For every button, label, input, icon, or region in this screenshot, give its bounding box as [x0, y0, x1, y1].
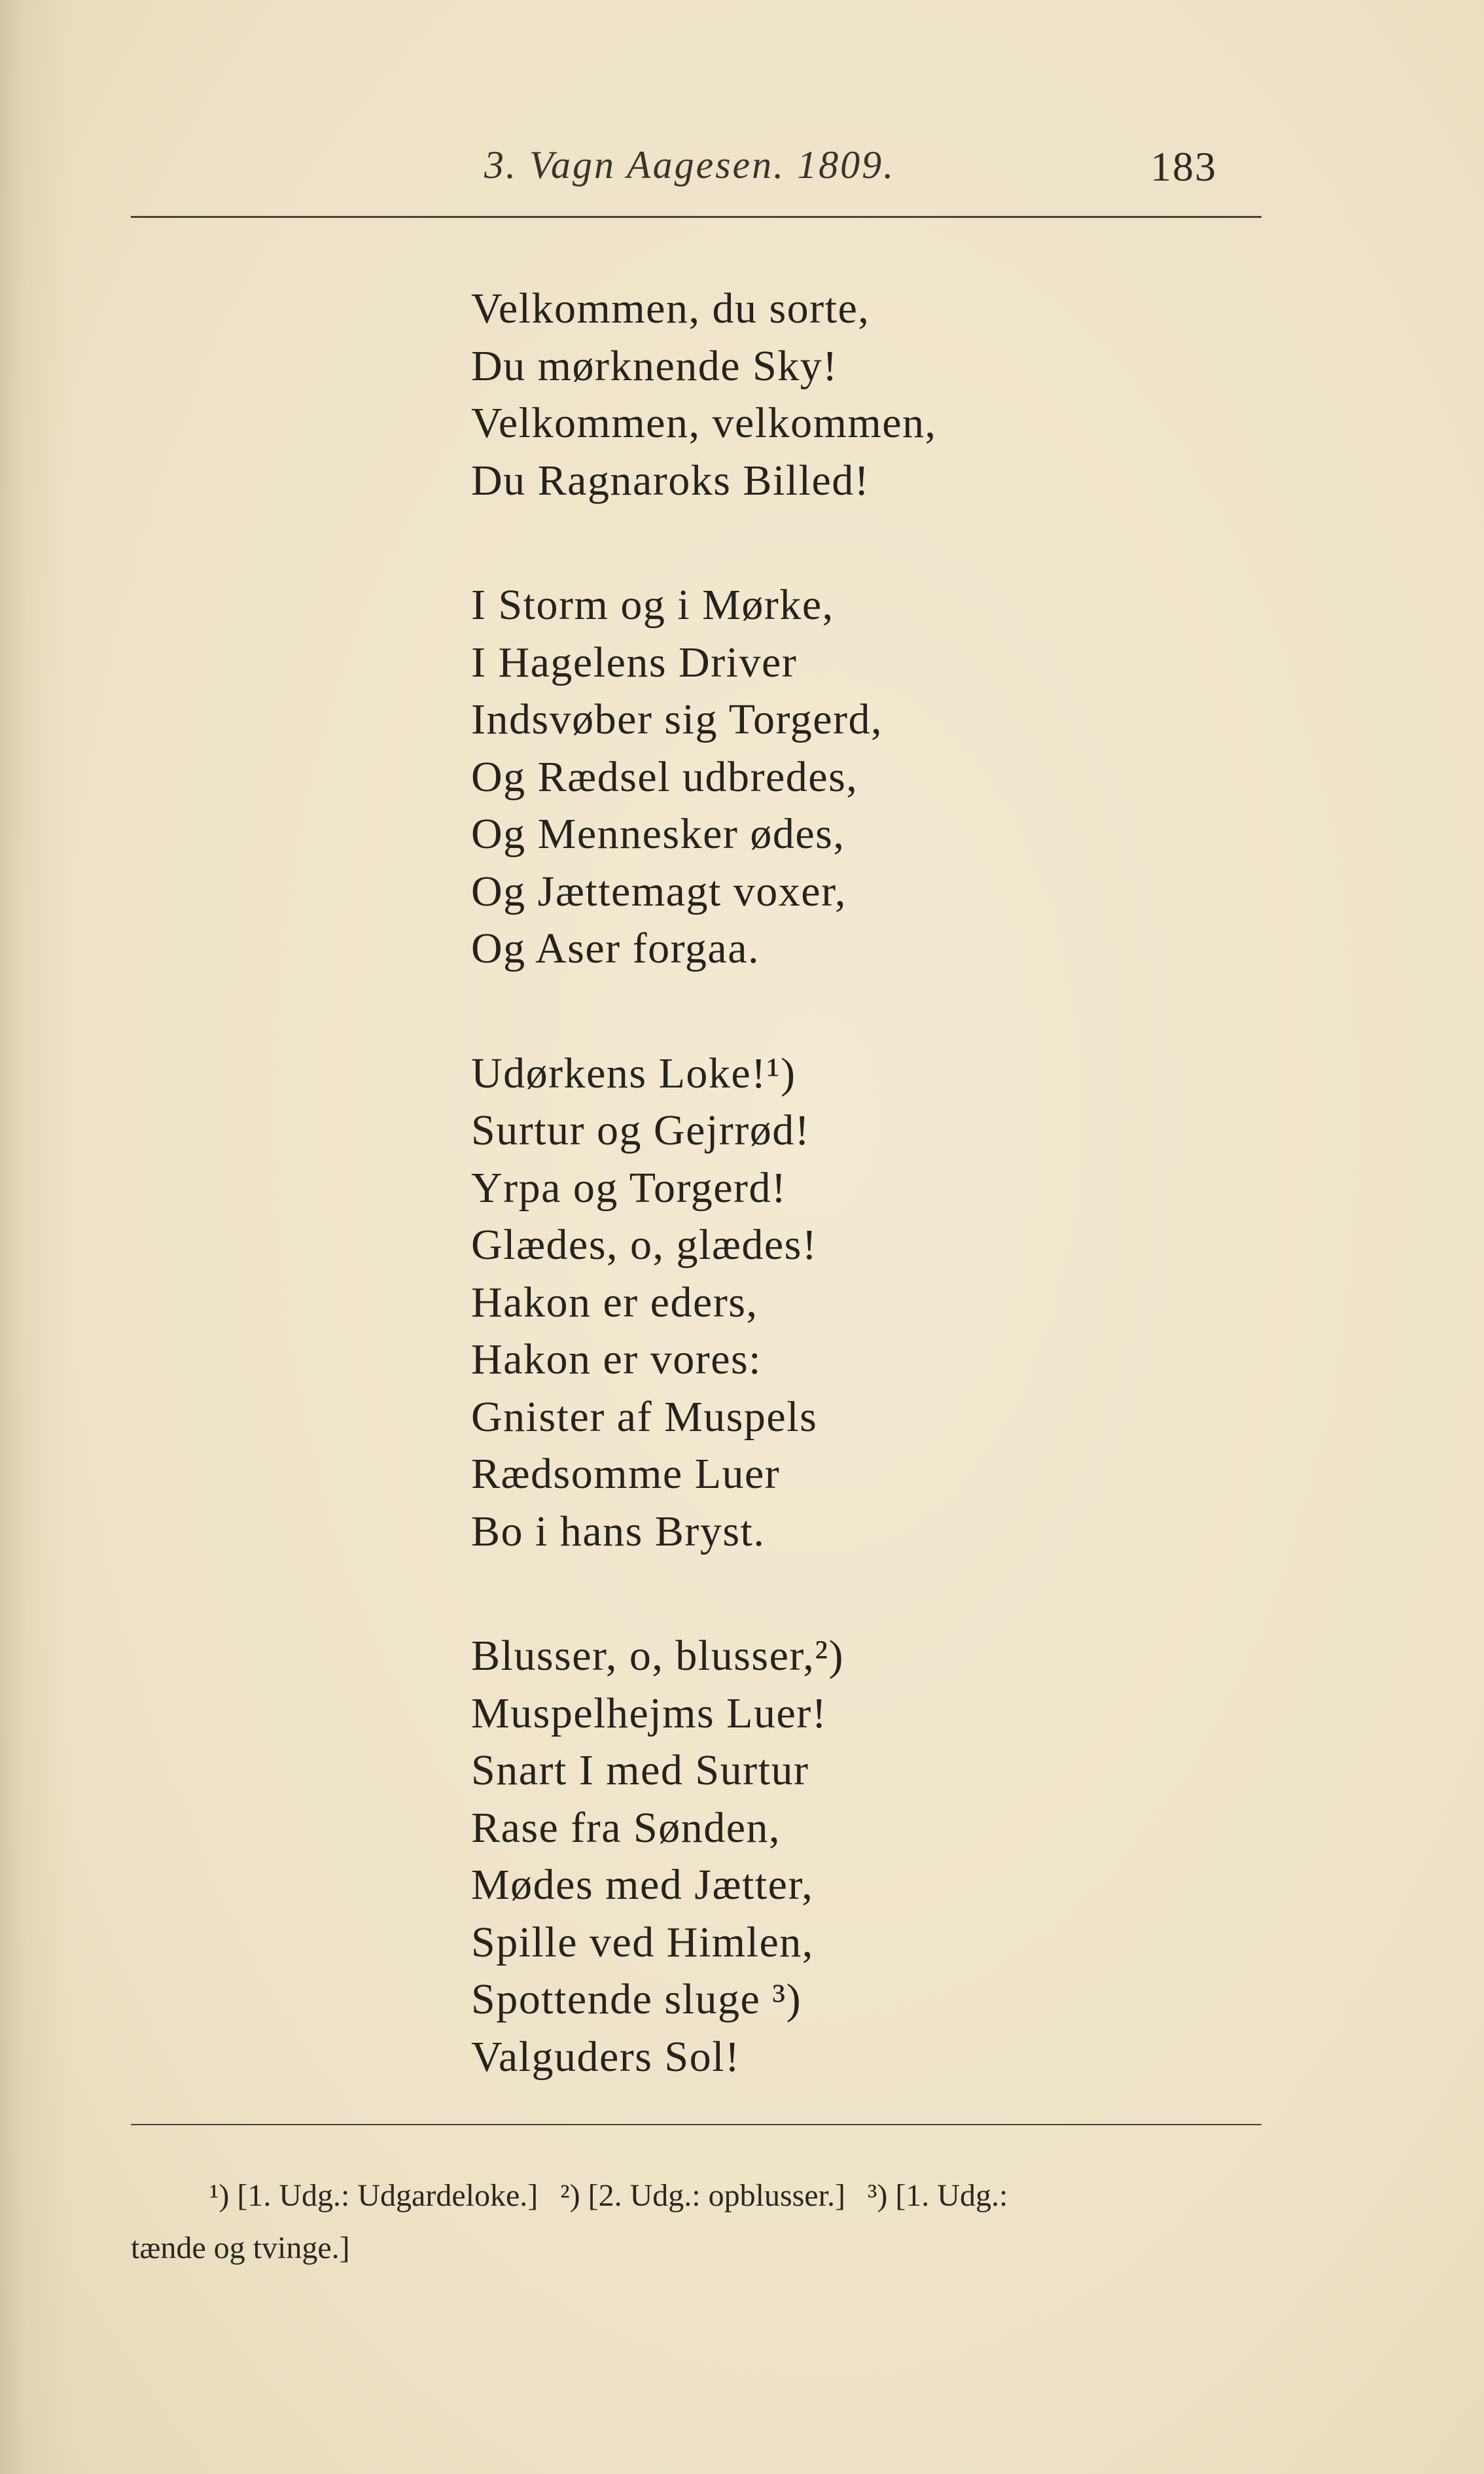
footnote-3-start: ³) [1. Udg.: — [867, 2178, 1008, 2213]
verse-line: Gnister af Muspels — [471, 1392, 818, 1441]
stanza-4 — [471, 1627, 1256, 2085]
stanza-2 — [471, 576, 1256, 978]
running-title: 3. Vagn Aagesen. 1809. — [484, 143, 896, 186]
verse-line: Velkommen, velkommen, — [471, 399, 937, 447]
verse-line: Du Ragnaroks Billed! — [471, 456, 870, 504]
verse-line: Spille ved Himlen, — [471, 1918, 814, 1966]
verse-line: Velkommen, du sorte, — [471, 285, 870, 332]
verse-line: Blusser, o, blusser,²) — [471, 1632, 844, 1680]
verse-line: Surtur og Gejrrød! — [471, 1106, 811, 1154]
verse-line: Spottende sluge ³) — [471, 1975, 802, 2023]
verse-line: Snart I med Surtur — [471, 1746, 809, 1794]
verse-line: Muspelhejms Luer! — [471, 1689, 828, 1737]
footnote-1: ¹) [1. Udg.: Udgardeloke.] — [209, 2178, 539, 2213]
verse-line: Indsvøber sig Torgerd, — [471, 696, 883, 743]
verse-line: Valguders Sol! — [471, 2032, 741, 2081]
verse-line: Bo i hans Bryst. — [471, 1507, 766, 1555]
footnote-3-end: tænde og tvinge.] — [131, 2231, 350, 2265]
verse-line: I Storm og i Mørke, — [471, 581, 834, 629]
verse-line: Og Mennesker ødes, — [471, 810, 845, 858]
verse-line: Mødes med Jætter, — [471, 1861, 814, 1909]
stanza-1 — [471, 280, 1256, 509]
verse-line: Udørkens Loke!¹) — [471, 1049, 796, 1097]
verse-line: Og Rædsel udbredes, — [471, 752, 858, 801]
footnote-line — [131, 2170, 1263, 2222]
page-number: 183 — [1150, 143, 1217, 190]
stanza-3 — [471, 1045, 1256, 1561]
footnote-rule — [131, 2124, 1262, 2125]
verse-line: Glædes, o, glædes! — [471, 1221, 818, 1269]
poem — [471, 280, 1256, 2153]
header-rule — [131, 216, 1262, 218]
verse-line: Rase fra Sønden, — [471, 1803, 781, 1852]
verse-line: I Hagelens Driver — [471, 638, 798, 686]
verse-line: Hakon er eders, — [471, 1278, 758, 1326]
verse-line: Rædsomme Luer — [471, 1450, 781, 1498]
verse-line: Og Aser forgaa. — [471, 925, 760, 972]
verse-line: Du mørknende Sky! — [471, 342, 838, 390]
verse-line: Hakon er vores: — [471, 1335, 762, 1383]
running-head — [0, 143, 1484, 195]
footnotes — [131, 2170, 1263, 2274]
footnote-2: ²) [2. Udg.: opblusser.] — [560, 2178, 845, 2213]
verse-line: Yrpa og Torgerd! — [471, 1163, 787, 1212]
verse-line: Og Jættemagt voxer, — [471, 867, 847, 915]
